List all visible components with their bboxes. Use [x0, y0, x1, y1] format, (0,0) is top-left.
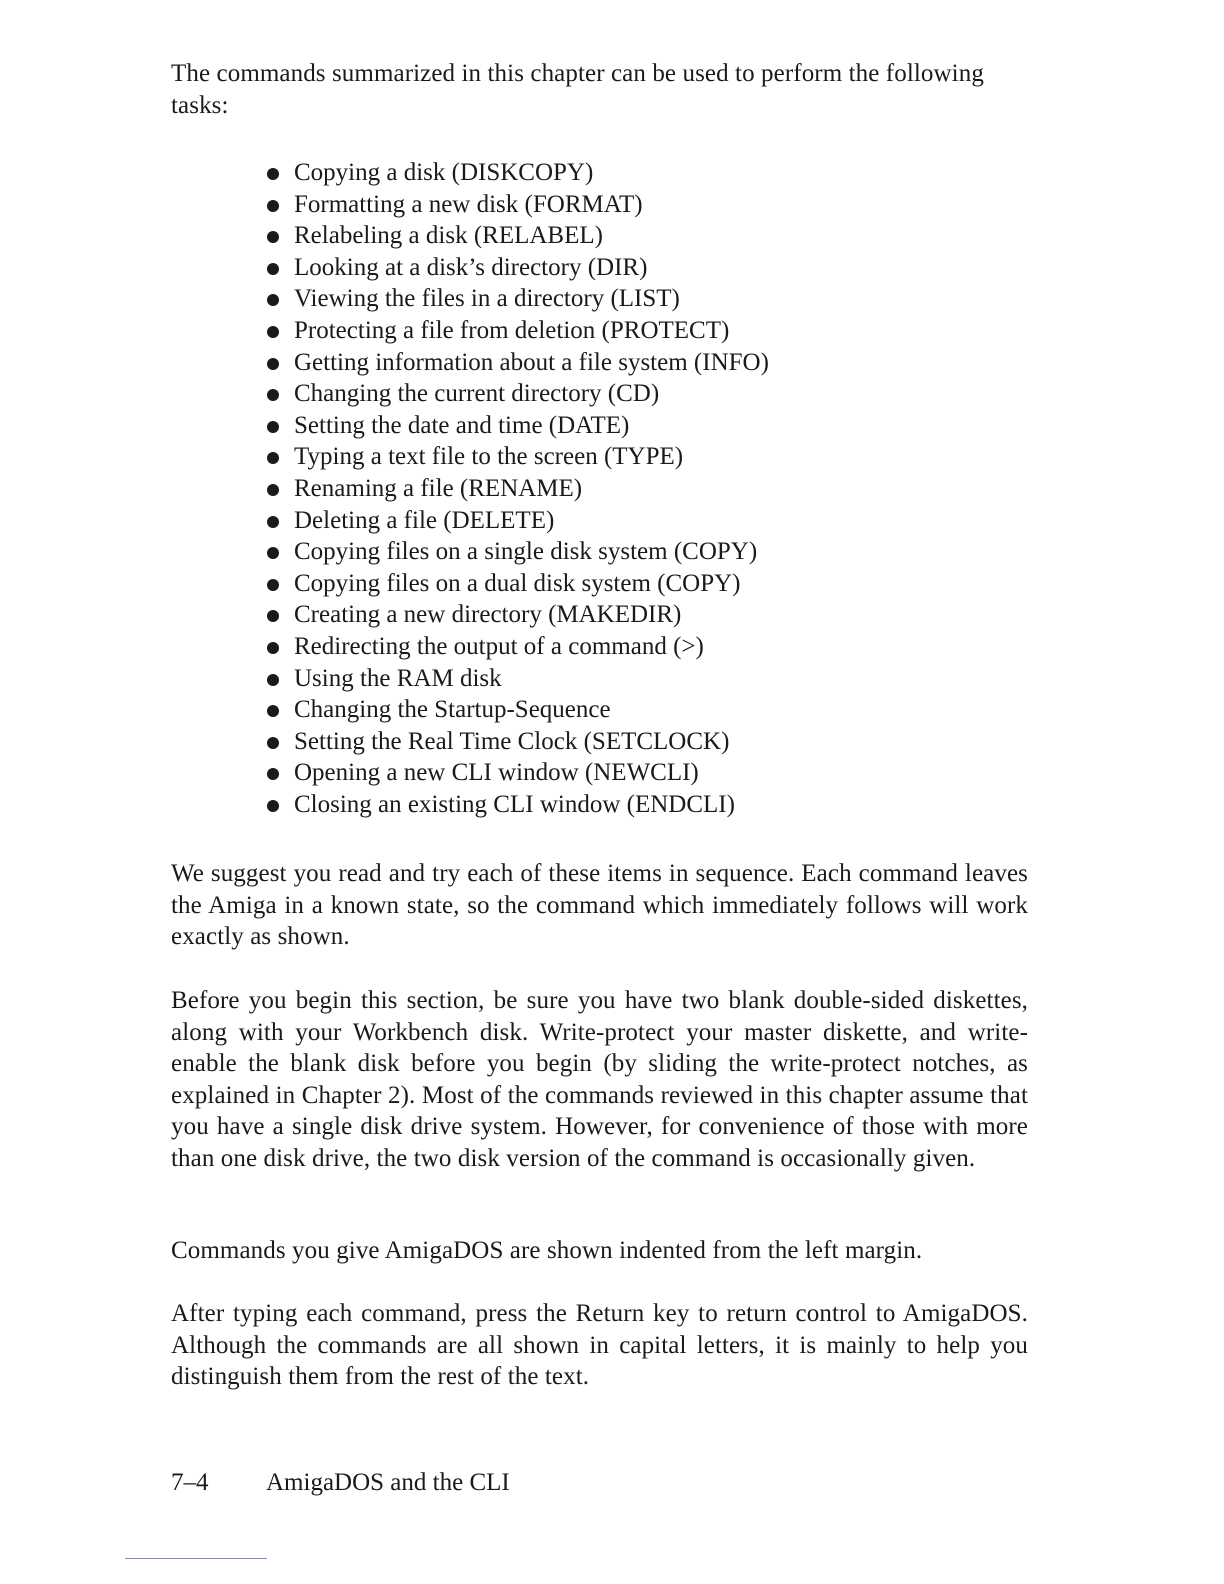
- paragraph-return-key: After typing each command, press the Return key to return control to AmigaDOS. Although the commands are all shown in capital letters, it is mainly to help you distinguish them from the rest of the text.: [171, 1300, 1028, 1390]
- bullet-icon: [267, 168, 279, 180]
- bullet-icon: [267, 800, 279, 812]
- task-list-item-label: Formatting a new disk (FORMAT): [294, 190, 643, 218]
- task-list-item: [266, 157, 769, 189]
- task-list-item: [266, 347, 769, 379]
- bullet-icon: [267, 326, 279, 338]
- task-list-item-label: Setting the date and time (DATE): [294, 411, 630, 439]
- task-list-item-label: Renaming a file (RENAME): [294, 474, 583, 502]
- task-list-item: [266, 631, 769, 663]
- task-list-item: [266, 663, 769, 695]
- task-list-item-label: Opening a new CLI window (NEWCLI): [294, 759, 699, 787]
- task-list-item-label: Protecting a file from deletion (PROTECT): [294, 316, 730, 344]
- task-list-item-label: Setting the Real Time Clock (SETCLOCK): [294, 727, 730, 755]
- intro-paragraph: The commands summarized in this chapter can be used to perform the following tasks:: [171, 60, 984, 119]
- page-number: 7–4: [171, 1469, 209, 1496]
- paragraph-commands-indented: Commands you give AmigaDOS are shown indented from the left margin.: [171, 1237, 923, 1264]
- bullet-icon: [267, 389, 279, 401]
- task-list-item: [266, 599, 769, 631]
- task-list-item-label: Getting information about a file system (INFO): [294, 348, 769, 376]
- task-list-item-label: Changing the current directory (CD): [294, 380, 660, 408]
- task-list-item-label: Deleting a file (DELETE): [294, 506, 555, 534]
- task-list-item-label: Typing a text file to the screen (TYPE): [294, 443, 684, 471]
- task-list-item-label: Changing the Startup-Sequence: [294, 696, 611, 724]
- bullet-icon: [267, 263, 279, 275]
- task-list-item: [266, 568, 769, 600]
- bullet-icon: [267, 231, 279, 243]
- task-list-item-label: Copying a disk (DISKCOPY): [294, 159, 594, 186]
- task-list-item: [266, 410, 769, 442]
- task-list-item-label: Using the RAM disk: [294, 664, 502, 692]
- task-list-item-label: Copying files on a dual disk system (COPY): [294, 569, 741, 597]
- bullet-icon: [267, 579, 279, 591]
- bullet-icon: [267, 421, 279, 433]
- bullet-icon: [267, 705, 279, 717]
- bullet-icon: [267, 768, 279, 780]
- task-list-item: [266, 283, 769, 315]
- bullet-icon: [267, 547, 279, 559]
- task-list-item: [266, 536, 769, 568]
- task-list-item: [266, 189, 769, 221]
- task-list-item: [266, 505, 769, 537]
- bullet-icon: [267, 294, 279, 306]
- task-list-item: [266, 473, 769, 505]
- paragraph-before-you-begin: Before you begin this section, be sure you have two blank double-sided diskettes, along with your Workbench disk. Write-protect your master diskette, and write-enable the blank disk before you begin (by sliding the write-protect notches, as explained in Chapter 2). Most of the commands reviewed in this chapter assume that you have a single disk drive system. However, for convenience of those with more than one disk drive, the two disk version of the command is occasionally given.: [171, 987, 1028, 1172]
- bullet-icon: [267, 674, 279, 686]
- task-list-item: [266, 694, 769, 726]
- task-list-item-label: Closing an existing CLI window (ENDCLI): [294, 790, 735, 818]
- bullet-icon: [267, 516, 279, 528]
- task-list-item-label: Looking at a disk’s directory (DIR): [294, 253, 648, 281]
- bullet-icon: [267, 642, 279, 654]
- task-list: [266, 157, 769, 820]
- bottom-rule: [125, 1558, 267, 1559]
- bullet-icon: [267, 484, 279, 496]
- bullet-icon: [267, 610, 279, 622]
- task-list-item: [266, 252, 769, 284]
- task-list-item-label: Copying files on a single disk system (COPY): [294, 538, 758, 566]
- task-list-item: [266, 220, 769, 252]
- task-list-item-label: Relabeling a disk (RELABEL): [294, 222, 603, 250]
- task-list-item: [266, 378, 769, 410]
- footer-section-title: AmigaDOS and the CLI: [266, 1469, 510, 1496]
- task-list-item: [266, 789, 769, 821]
- task-list-item: [266, 726, 769, 758]
- task-list-item: [266, 757, 769, 789]
- task-list-item: [266, 315, 769, 347]
- task-list-item-label: Viewing the files in a directory (LIST): [294, 285, 680, 313]
- bullet-icon: [267, 452, 279, 464]
- bullet-icon: [267, 200, 279, 212]
- task-list-item-label: Creating a new directory (MAKEDIR): [294, 601, 682, 629]
- page-footer: [171, 1467, 510, 1498]
- task-list-item-label: Redirecting the output of a command (>): [294, 632, 704, 660]
- bullet-icon: [267, 737, 279, 749]
- bullet-icon: [267, 358, 279, 370]
- task-list-item: [266, 441, 769, 473]
- paragraph-sequence: We suggest you read and try each of these items in sequence. Each command leaves the Amiga in a known state, so the command which immediately follows will work exactly as shown.: [171, 860, 1028, 950]
